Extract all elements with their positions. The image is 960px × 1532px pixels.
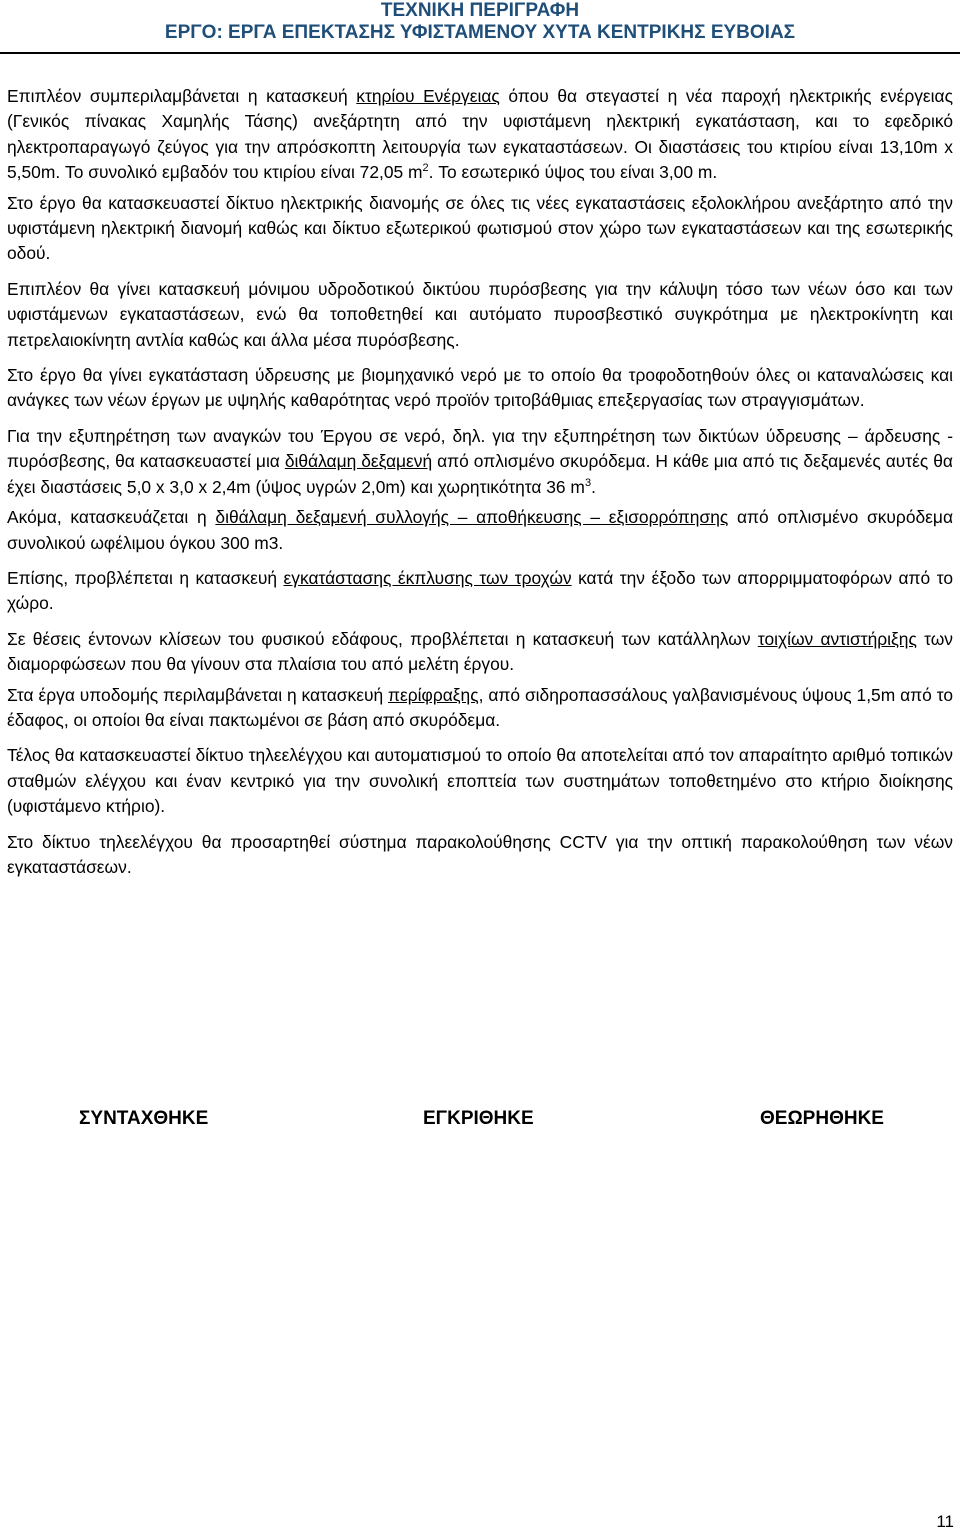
underlined-term: κτηρίου Ενέργειας: [356, 86, 500, 106]
paragraph-fencing: Στα έργα υποδομής περιλαμβάνεται η κατασκευή περίφραξης, από σιδηροπασσάλους γαλβανισμένους ύψους 1,5m από το έδαφος, οι οποίοι θα είναι πακτωμένοι σε βάση από σκυρόδεμα.: [7, 684, 953, 730]
underlined-term: τοιχίων αντιστήριξης: [757, 628, 917, 649]
underlined-term: διθάλαμη δεξαμενή συλλογής – αποθήκευσης – εξισορρόπησης: [215, 507, 729, 528]
signature-compiled: ΣΥΝΤΑΧΘΗΚΕ: [79, 1108, 209, 1129]
paragraph-water-tank: Για την εξυπηρέτηση των αναγκών του Έργου σε νερό, δηλ. για την εξυπηρέτηση των δικτύων ύδρευσης – άρδευσης - πυρόσβεσης, θα κατασκευαστεί μια διθάλαμη δεξαμενή από οπλισμένο σκυρόδεμα. Η κάθε μια από τις δεξαμενές αυτές θα έχει διαστάσεις 5,0 x 3,0 x 2,4m (ύψος υγρών 2,0m) και χωρητικότητα 36 $m^3$.: [7, 425, 953, 497]
paragraph-fire-network: Επιπλέον θα γίνει κατασκευή μόνιμου υδροδοτικού δικτύου πυρόσβεσης για την κάλυψη τόσο των νέων όσο και των υφιστάμενων εγκαταστάσεων, ενώ θα τοποθετηθεί και αυτόματο πυροσβεστικό συγκρότημα με ηλεκτροκίνητη και πετρελαιοκίνητη αντλία καθώς και άλλα μέσα πυρόσβεσης.: [7, 278, 953, 350]
page-header: [0, 0, 960, 45]
underlined-term: διθάλαμη δεξαμενή: [284, 451, 433, 472]
document-title: ΤΕΧΝΙΚΗ ΠΕΡΙΓΡΑΦΗ: [380, 0, 580, 21]
paragraph-water-supply: Στο έργο θα γίνει εγκατάσταση ύδρευσης με βιομηχανικό νερό με το οποίο θα τροφοδοτηθούν όλες οι καταναλώσεις και ανάγκες των νέων έργων με υψηλής καθαρότητας νερό προϊόν τριτοβάθμιας επεξεργασίας των στραγγισμάτων.: [7, 365, 953, 411]
header-divider: [0, 52, 960, 54]
paragraph-wheel-wash: Επίσης, προβλέπεται η κατασκευή εγκατάστασης έκπλυσης των τροχών κατά την έξοδο των απορριμματοφόρων από το χώρο.: [7, 567, 953, 614]
paragraph-balancing-tank: Ακόμα, κατασκευάζεται η διθάλαμη δεξαμενή συλλογής – αποθήκευσης – εξισορρόπησης από οπλισμένο σκυρόδεμα συνολικού ωφέλιμου όγκου 300 m3.: [7, 507, 954, 553]
signature-approved: ΕΓΚΡΙΘΗΚΕ: [423, 1108, 534, 1129]
paragraph-retaining-walls: Σε θέσεις έντονων κλίσεων του φυσικού εδάφους, προβλέπεται η κατασκευή των κατάλληλων τοιχίων αντιστήριξης των διαμορφώσεων που θα γίνουν στα πλαίσια του από μελέτη έργου.: [7, 628, 954, 675]
paragraph-energy-building: Επιπλέον συμπεριλαμβάνεται η κατασκευή κτηρίου Ενέργειας όπου θα στεγαστεί η νέα παροχή ηλεκτρικής ενέργειας (Γενικός πίνακας Χαμηλής Τάσης) ανεξάρτητη από την υφιστάμενη ηλεκτρική εγκατάσταση, και το εφεδρικό ηλεκτροπαραγωγό ζεύγος για την απρόσκοπτη λειτουργία των εγκαταστάσεων. Οι διαστάσεις του κτιρίου είναι 13,10m x 5,50m. Το συνολικό εμβαδόν του κτιρίου είναι 72,05 $m^2$. Το εσωτερικό ύψος του είναι 3,00 m.: [7, 86, 953, 183]
paragraph-telecontrol: Τέλος θα κατασκευαστεί δίκτυο τηλεελέγχου και αυτοματισμού το οποίο θα αποτελείται από τον απαραίτητο αριθμό τοπικών σταθμών ελέγχου και έναν κεντρικό για την συνολική εποπτεία των συστημάτων τοποθετημένο στο κτήριο διοίκησης (υφιστάμενο κτήριο).: [7, 745, 953, 817]
document-body: [7, 84, 953, 880]
underlined-term: εγκατάστασης έκπλυσης των τροχών: [283, 567, 572, 588]
project-title: ΕΡΓΟ: ΕΡΓΑ ΕΠΕΚΤΑΣΗΣ ΥΦΙΣΤΑΜΕΝΟΥ ΧΥΤΑ ΚΕΝΤΡΙΚΗΣ ΕΥΒΟΙΑΣ: [164, 22, 796, 43]
page-number: 11: [936, 1512, 954, 1531]
paragraph-cctv: Στο δίκτυο τηλεελέγχου θα προσαρτηθεί σύστημα παρακολούθησης CCTV για την οπτική παρακολούθηση των νέων εγκαταστάσεων.: [7, 831, 953, 877]
signature-reviewed: ΘΕΩΡΗΘΗΚΕ: [760, 1108, 884, 1129]
paragraph-electrical-network: Στο έργο θα κατασκευαστεί δίκτυο ηλεκτρικής διανομής σε όλες τις νέες εγκαταστάσεις εξολοκλήρου ανεξάρτητο από την υφιστάμενη ηλεκτρική διανομή καθώς και δίκτυο εξωτερικού φωτισμού στον χώρο των εγκαταστάσεων και της εσωτερικής οδού.: [7, 192, 953, 264]
signature-row: [0, 1108, 960, 1134]
underlined-term: περίφραξης: [388, 684, 479, 705]
